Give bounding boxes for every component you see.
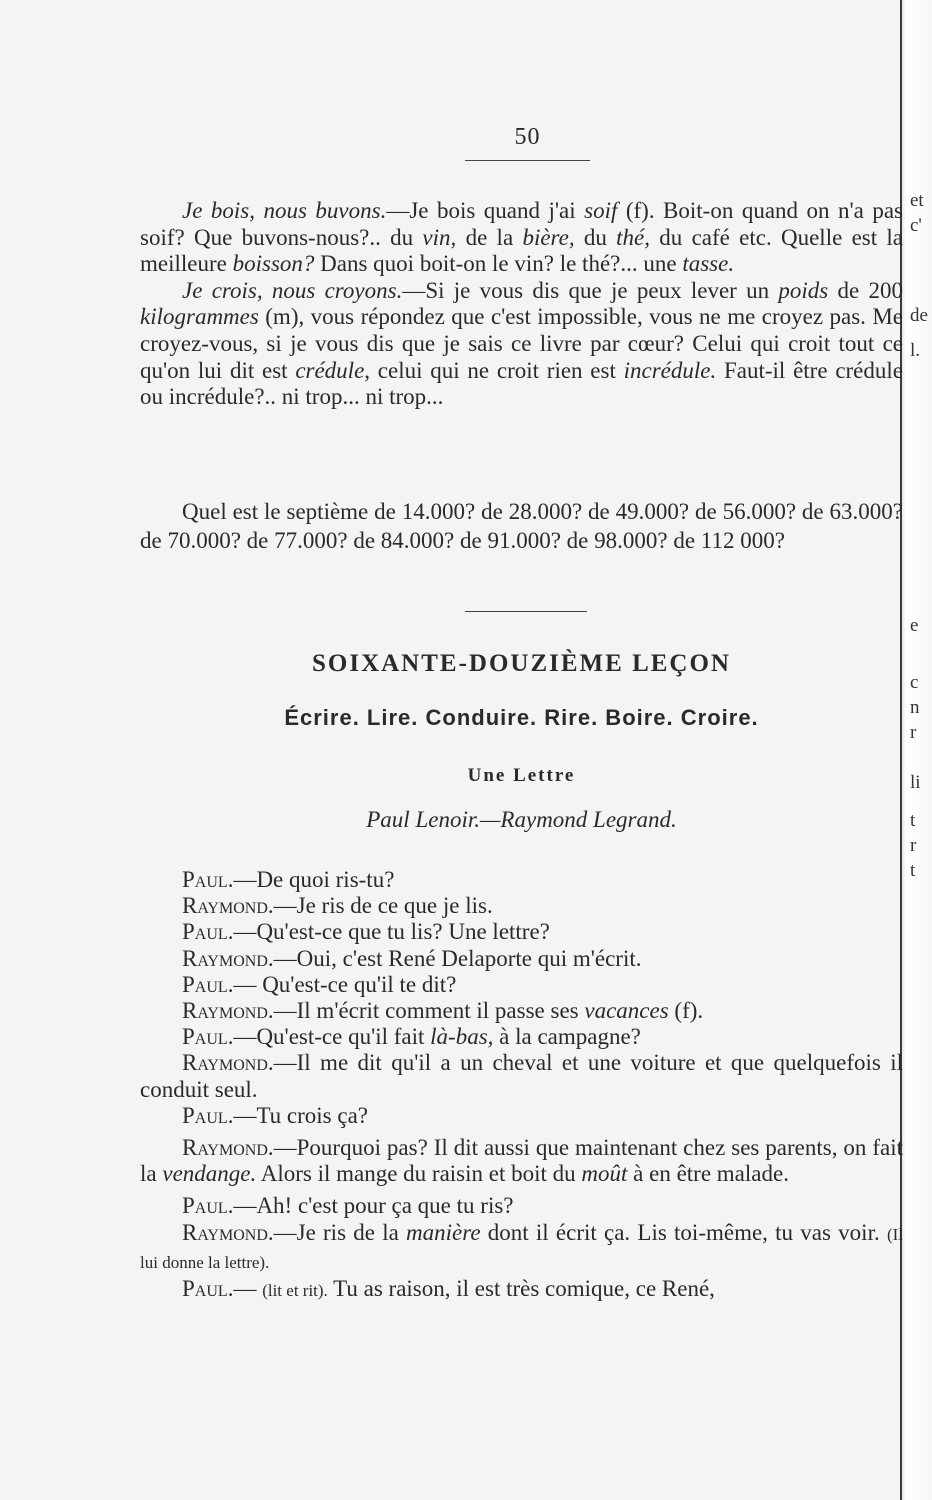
speaker-name: Paul (182, 971, 228, 997)
text-run: du café etc. Quelle est la meilleure (140, 224, 903, 277)
dialogue-line (140, 1024, 903, 1050)
edge-fragment: e (910, 615, 919, 636)
text-run: .—Pourquoi pas? Il dit aussi que maintenant chez ses parents, on fait la (140, 1135, 903, 1187)
text-run: (f). (668, 998, 704, 1024)
dialogue-line (140, 893, 903, 919)
text-run: .—Je ris de ce que je lis. (267, 893, 493, 919)
edge-fragment: c' (910, 215, 922, 236)
speaker-name: Paul (182, 1276, 228, 1302)
text-run: Alors il mange du raisin et boit du (256, 1161, 582, 1187)
speaker-name: Raymond (182, 945, 268, 971)
text-run: .—Qu'est-ce qu'il fait (227, 1024, 431, 1050)
speaker-name: Raymond (182, 893, 268, 919)
text-run: —Je bois quand j'ai (386, 198, 585, 223)
speaker-name: Paul (182, 867, 228, 892)
section-heading: Une Lettre (467, 765, 576, 786)
speaker-name: Raymond (182, 998, 268, 1024)
italic-term: Je crois, nous croyons. (182, 277, 403, 303)
exercise-text: Quel est le septième de 14.000? de 28.000? de 49.000? de 56.000? de 63.000? de 70.000? de 77.000? de 84.000? de 91.000? de 98.000? de 112 000? (140, 499, 903, 553)
text-run: Tu as raison, il est très comique, ce René, (327, 1276, 715, 1302)
text-run: Faut-il être crédule ou incrédule?.. ni trop... ni trop... (140, 357, 903, 410)
edge-fragment: c (910, 672, 919, 693)
italic-term: vin, (422, 224, 457, 250)
lesson-title: SOIXANTE-DOUZIÈME LEÇON (312, 650, 731, 677)
italic-term: soif (584, 198, 618, 223)
text-run: .— (227, 1276, 263, 1302)
speaker-name: Paul (182, 1024, 228, 1050)
speaker-name: Paul (182, 1193, 228, 1219)
italic-term: crédule, (295, 357, 371, 383)
text-run: .—Qu'est-ce que tu lis? Une lettre? (227, 919, 550, 945)
edge-fragment: et (910, 190, 924, 211)
text-run: du (574, 224, 617, 250)
paragraph (140, 198, 903, 278)
stage-direction: (Il lui donne la lettre). (140, 1224, 903, 1272)
dialogue-line (140, 998, 903, 1024)
dialogue-line (140, 1193, 903, 1219)
text-run: à en être malade. (627, 1161, 789, 1187)
first-block (140, 198, 903, 411)
italic-term: kilogrammes (140, 304, 259, 330)
text-run: celui qui ne croit rien est (370, 357, 624, 383)
text-run: .—Oui, c'est René Delaporte qui m'écrit. (267, 945, 642, 971)
dialogue-line (140, 919, 903, 945)
speaker-name: Raymond (182, 1135, 268, 1161)
dialogue-line (140, 1220, 903, 1276)
exercise-block (140, 497, 903, 555)
text-run: .—Il m'écrit comment il passe ses (267, 998, 585, 1024)
speaker-name: Paul (182, 919, 228, 945)
italic-term: manière (406, 1219, 481, 1245)
italic-term: là-bas, (430, 1024, 494, 1050)
edge-fragment: r (910, 722, 917, 743)
italic-term: Je bois, nous buvons. (182, 198, 387, 223)
italic-term: moût (581, 1161, 628, 1187)
page-number: 50 (514, 124, 541, 150)
text-run: de 200 (828, 277, 903, 303)
dialogue (140, 867, 903, 1304)
text-run: —Si je vous dis que je peux lever un (402, 277, 779, 303)
italic-term: incrédule. (623, 357, 717, 383)
paragraph (140, 278, 903, 411)
text-run: .—Ah! c'est pour ça que tu ris? (227, 1193, 514, 1219)
speaker-name: Raymond (182, 1050, 268, 1076)
italic-term: vacances (584, 998, 669, 1024)
dialogue-line (140, 972, 903, 998)
edge-fragment: li (910, 772, 921, 793)
edge-fragment: l. (910, 340, 921, 361)
text-run: .— Qu'est-ce qu'il te dit? (227, 971, 457, 997)
speaker-name: Paul (182, 1102, 228, 1128)
text-run: de la (456, 224, 523, 250)
text-run: .—Je ris de la (267, 1219, 407, 1245)
text-run: .—De quoi ris-tu? (227, 867, 395, 892)
italic-term: thé, (616, 224, 651, 250)
text-run: (f). Boit-on quand on n'a pas soif? Que buvons-nous?.. du (140, 198, 904, 250)
text-run: .—Tu crois ça? (227, 1102, 369, 1128)
text-run: dont il écrit ça. Lis toi-même, tu vas voir. (480, 1219, 887, 1245)
text-run: Dans quoi boit-on le vin? le thé?... une (314, 251, 683, 277)
dialogue-line (140, 1276, 903, 1304)
dialogue-line (140, 1050, 903, 1102)
edge-fragment: n (910, 697, 920, 718)
italic-term: bière, (522, 224, 575, 250)
edge-fragment: t (910, 810, 916, 831)
edge-fragment: t (910, 860, 916, 881)
characters-line: Paul Lenoir.—Raymond Legrand. (366, 807, 677, 832)
edge-fragment: r (910, 835, 917, 856)
text-run: à la campagne? (493, 1024, 641, 1050)
top-rule (465, 160, 590, 161)
text-run: (m), vous répondez que c'est impossible, vous ne me croyez pas. Me croyez-vous, si je vous dis que je sais ce livre par cœur? Celui qui croit tout ce qu'on lui dit est (140, 304, 903, 383)
dialogue-line (140, 1135, 903, 1187)
italic-term: boisson? (232, 251, 315, 277)
stage-direction: (lit et rit). (262, 1281, 328, 1301)
speaker-name: Raymond (182, 1219, 268, 1245)
lesson-subtitle: Écrire. Lire. Conduire. Rire. Boire. Croire. (284, 705, 759, 730)
mid-rule (465, 611, 587, 612)
dialogue-line (140, 867, 903, 893)
edge-fragment: de (910, 305, 928, 326)
text-run: .—Il me dit qu'il a un cheval et une voiture et que quelquefois il conduit seul. (140, 1050, 903, 1102)
dialogue-line (140, 1103, 903, 1129)
italic-term: vendange. (162, 1161, 257, 1187)
italic-term: poids (778, 277, 829, 303)
italic-term: tasse. (682, 251, 735, 277)
dialogue-line (140, 946, 903, 972)
